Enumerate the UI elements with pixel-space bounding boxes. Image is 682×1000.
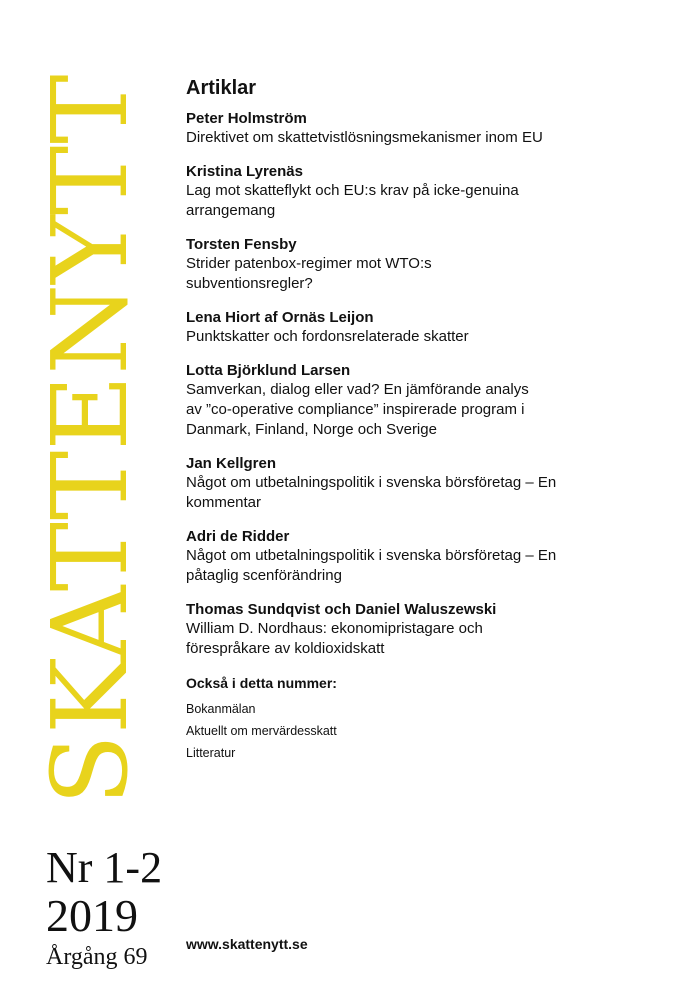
also-item: Aktuellt om mervärdesskatt [186, 724, 337, 738]
article-entry [186, 601, 656, 659]
article-title: Direktivet om skattetvistlösningsmekanismer inom EU [186, 129, 543, 146]
article-entry [186, 455, 656, 513]
issue-info [46, 843, 186, 972]
article-title: Samverkan, dialog eller vad? En jämförande analys av ”co-operative compliance” inspirerade program i Danmark, Finland, Norge och Sverige [186, 381, 529, 438]
article-author: Peter Holmström [186, 110, 307, 127]
website-link[interactable]: www.skattenytt.se [186, 936, 308, 952]
article-author: Kristina Lyrenäs [186, 163, 303, 180]
article-title: Strider patenbox-regimer mot WTO:s subventionsregler? [186, 255, 432, 292]
article-entry [186, 362, 656, 440]
contents-heading: Artiklar [186, 77, 257, 99]
article-author: Thomas Sundqvist och Daniel Waluszewski [186, 601, 497, 618]
magazine-title [29, 40, 151, 840]
article-title: Något om utbetalningspolitik i svenska börsföretag – En påtaglig scenförändring [186, 547, 557, 584]
article-entry [186, 163, 656, 221]
table-of-contents [186, 76, 656, 764]
article-author: Lena Hiort af Ornäs Leijon [186, 309, 374, 326]
issue-number: Nr 1-2 [46, 843, 163, 892]
article-title: Punktskatter och fordonsrelaterade skatter [186, 328, 469, 345]
also-item: Bokanmälan [186, 702, 256, 716]
article-author: Jan Kellgren [186, 455, 277, 472]
article-author: Torsten Fensby [186, 236, 297, 253]
article-entry [186, 528, 656, 586]
issue-year: 2019 [46, 890, 138, 941]
article-title: Något om utbetalningspolitik i svenska börsföretag – En kommentar [186, 474, 557, 511]
magazine-title-text: SKATTENYTT [29, 74, 151, 806]
article-author: Adri de Ridder [186, 528, 290, 545]
article-entry [186, 309, 656, 347]
article-entry [186, 236, 656, 294]
issue-volume: Årgång 69 [46, 944, 148, 970]
article-author: Lotta Björklund Larsen [186, 362, 351, 379]
also-heading: Också i detta nummer: [186, 675, 337, 691]
article-title: Lag mot skatteflykt och EU:s krav på icke-genuina arrangemang [186, 182, 519, 219]
also-item: Litteratur [186, 746, 236, 760]
article-title: William D. Nordhaus: ekonomipristagare och förespråkare av koldioxidskatt [186, 620, 483, 657]
article-entry [186, 110, 656, 148]
